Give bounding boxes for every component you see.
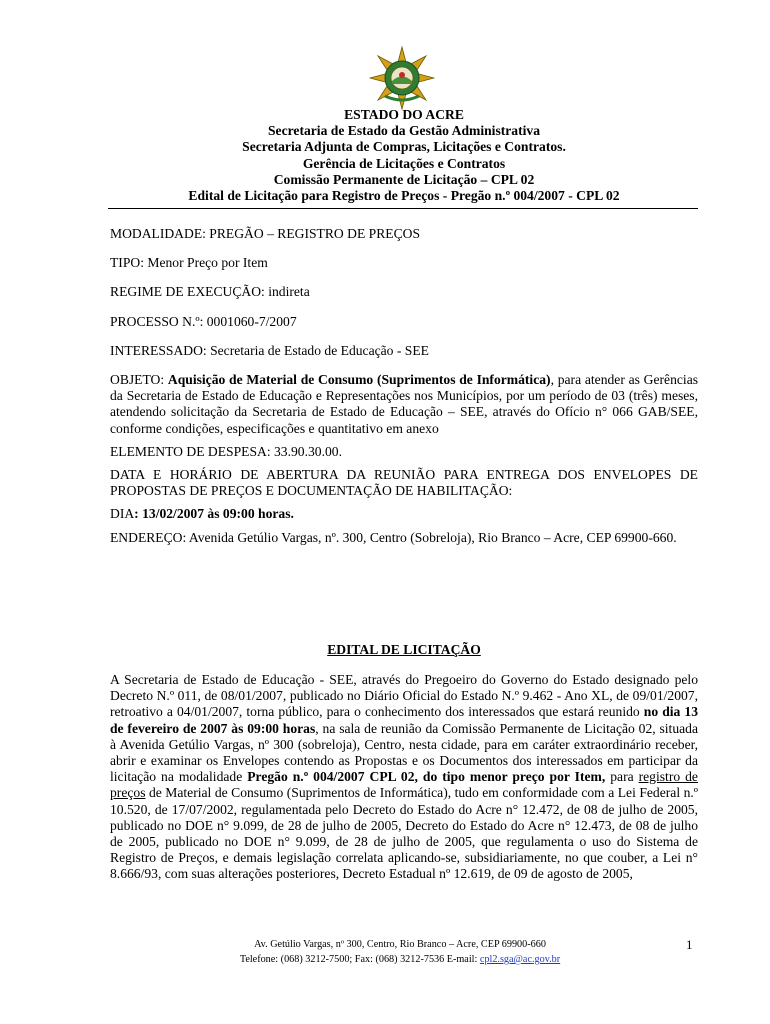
page-footer — [150, 937, 650, 967]
edital-paragraph — [110, 672, 698, 930]
field-dia — [110, 506, 698, 522]
footer-contact — [150, 952, 650, 967]
footer-address: Av. Getúlio Vargas, nº 300, Centro, Rio Branco – Acre, CEP 69900-660 — [254, 939, 546, 950]
field-data-horario: DATA E HORÁRIO DE ABERTURA DA REUNIÃO PARA ENTREGA DOS ENVELOPES DE PROPOSTAS DE PREÇOS E DOCUMENTAÇÃO DE HABILITAÇÃO: — [110, 467, 698, 499]
edital-tipo-bold: , do tipo menor preço por Item, — [414, 769, 606, 785]
field-endereco: ENDEREÇO: Avenida Getúlio Vargas, nº. 300, Centro (Sobreloja), Rio Branco – Acre, CEP 69900-660. — [110, 529, 677, 545]
page-number: 1 — [686, 937, 693, 952]
field-regime: REGIME DE EXECUÇÃO: indireta — [110, 284, 310, 300]
section-title-edital: EDITAL DE LICITAÇÃO — [327, 642, 481, 657]
dia-label: DIA — [110, 506, 135, 522]
header-comissao: Comissão Permanente de Licitação – CPL 02 — [273, 171, 535, 187]
header-secretaria-adjunta: Secretaria Adjunta de Compras, Licitações e Contratos. — [242, 139, 566, 155]
edital-pregao-bold: Pregão n.º 004/2007 CPL 02 — [247, 769, 415, 785]
field-interessado: INTERESSADO: Secretaria de Estado de Educação - SEE — [110, 342, 429, 358]
edital-date-bold: no dia 13 de fevereiro de 2007 às 09:00 horas — [110, 704, 698, 736]
objeto-text: , para atender as Gerências da Secretaria de Estado de Educação e Representações nos Municípios, por um período de 03 (três) meses, atendendo solicitação da Secretaria de Estado de Educação – SEE, através do Ofício n° 066 GAB/SEE, conforme condições, especificações e quantitativo em anexo — [110, 372, 699, 436]
header-gerencia: Gerência de Licitações e Contratos — [302, 155, 506, 171]
field-tipo: TIPO: Menor Preço por Item — [110, 255, 268, 271]
edital-registro-underline: registro de preços — [110, 769, 698, 801]
header-state: ESTADO DO ACRE — [344, 107, 464, 122]
header-divider — [108, 208, 698, 209]
edital-text-3a: para — [605, 769, 639, 785]
header-edital: Edital de Licitação para Registro de Preços - Pregão n.º 004/2007 - CPL 02 — [188, 188, 620, 204]
footer-phone: Telefone: (068) 3212-7500; Fax: (068) 3212-7536 E-mail: — [239, 954, 480, 965]
document-header — [110, 107, 698, 204]
edital-text-2: , na sala de reunião da Comissão Permanente de Licitação 02, situada à Avenida Getúlio Vargas, nº 300 (sobreloja), Centro, nesta cidade, para em caráter extraordinário receber, abrir e examinar os Envelopes contendo as Propostas e os Documentos dos interessados em participar da licitação na modalidade — [110, 720, 698, 785]
objeto-bold: Aquisição de Material de Consumo (Suprimentos de Informática) — [167, 372, 551, 388]
edital-text-1: A Secretaria de Estado de Educação - SEE, através do Pregoeiro do Governo do Estado designado pelo Decreto N.º 011, de 08/01/2007, publicado no Diário Oficial do Estado N.º 9.462 - Ano XL, de 09/01/2007, retroativo a 04/01/2007, torna público, para o conhecimento dos interessados que estará reunido — [110, 672, 698, 720]
footer-email-link[interactable]: cpl2.sga@ac.gov.br — [479, 954, 561, 965]
document-fields — [110, 226, 698, 559]
coat-of-arms-seal — [369, 46, 435, 110]
field-elemento: ELEMENTO DE DESPESA: 33.90.30.00. — [110, 443, 342, 459]
edital-text-3b: de Material de Consumo (Suprimentos de Informática), tudo em conformidade com a Lei Federal n.º 10.520, de 17/07/2002, regulamentada pelo Decreto do Estado do Acre n° 12.472, de 08 de julho de 2005, publicado no DOE n° 9.099, de 28 de julho de 2005, Decreto do Estado do Acre n° 12.473, de 08 de julho de 2005, publicado no DOE n° 9.099, de 28 de julho de 2005, que regulamenta o uso do Sistema de Registro de Preços, e demais legislação correlata aplicando-se, subsidiariamente, no que couber, a Lei n° 8.666/93, com suas alterações posteriores, Decreto Estadual nº 12.619, de 09 de agosto de 2005, — [110, 785, 698, 882]
field-objeto — [110, 372, 698, 437]
dia-value: : 13/02/2007 às 09:00 horas. — [134, 506, 294, 522]
objeto-label: OBJETO: — [110, 372, 168, 388]
header-secretaria: Secretaria de Estado da Gestão Administrativa — [268, 123, 540, 139]
field-modalidade: MODALIDADE: PREGÃO – REGISTRO DE PREÇOS — [110, 226, 421, 241]
field-processo: PROCESSO N.º: 0001060-7/2007 — [110, 313, 297, 329]
